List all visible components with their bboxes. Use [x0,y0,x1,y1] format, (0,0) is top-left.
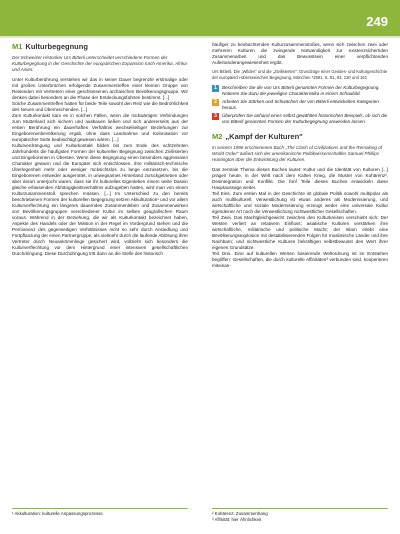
right-column [212,42,388,269]
left-column [12,42,188,257]
task-item [212,99,388,111]
task-text: Arbeiten Sie Stärken und Schwächen der von Bitterli entwickelten Kategorien heraus. [222,99,379,110]
task-item [212,85,388,97]
footnote-left [12,508,188,517]
page-number: 249 [366,14,388,29]
m1-paragraph: Solche Zusammentreffen hatten für beide Teile sowohl den Reiz wie die Bedrohlichkeit des Neuen und Überraschenden. [...] [12,101,188,112]
m2-paragraph: Teil Zwei. Das Machtgleichgewicht zwischen den Kulturkreisen verschiebt sich: Der Westen verliert an relativem Einfluss; asiatische Kulturen verstärken ihre wirtschaftliche, militärische und politische Macht; der Islam erlebt eine Bevölkerungsexplosion mit destabilisierenden Folgen für muslimische Länder und ihre Nachbarn; und nichtwestliche Kulturen bekräftigen selbstbewusst den Wert ihrer eigenen Grundsätze. [212,215,388,250]
task-text: Überprüfen Sie anhand eines selbst gewählten historischen Beispiels, ob sich die von Bitterli genannten Formen der Kulturbegegnung anwenden lassen. [222,113,388,124]
task-text: Beschreiben Sie die von Urs Bitterli genannten Formen der Kulturbegegnung. Notieren Sie dazu die jeweiligen Charakteristika in einem Schaubild. [222,85,380,96]
task-number-badge: 2 [212,99,219,106]
m2-paragraph: Teil Drei. Eine auf kulturellen Werten basierende Weltordnung ist im Entstehen begriffen: Gesellschaften, die durch kulturelle Affinitäten³ verbunden sind, kooperieren miteinan- [212,251,388,268]
task-item [212,113,388,125]
m1-paragraph: Zum Kulturkontakt kam es in solchen Fällen, wenn die rückwärtigen Verbindungen zum Mutterland sich sichern und ausbauen ließen und sich andererseits aus der ersten Berührung ein dauerhaftes Verhältnis wechselseitiger Beziehungen zur Eingeborenenbevölkerung ergab, ohne dass Landnahme und Kolonisation vor europäischer Seite beabsichtigt gewesen wären. [...] [12,113,188,142]
m2-paragraph: Das zentrale Thema dieses Buches lautet: Kultur und die Identität von Kulturen [...] prägen heute, in der Welt nach dem Kalten Krieg, die Muster von Kohärenz², Desintegration und Konflikt. Die fünf Teile dieses Buches entwickeln diese Hauptaussage weiter. [212,167,388,190]
footnote: ³ Affinität: hier Ähnlichkeit [212,517,262,522]
m1-paragraph: Kulturverdrängung und Kulturkontakt bilden bis zum Ende des achtzehnten Jahrhunderts die häufigsten Formen der kulturellen Begegnung zwischen Zivilisierten und Eingeborenen in Übersee. Wenn diese Begegnung einen besonders aggressiven Charakter gewann und die Europäer sich entschlossen, ihre militärisch-technische Überlegenheit mehr oder weniger rücksichtslos zu lange einzusetzen, bis die Eingeborenen entweder ausgerottet, in unwegsames Hinterland zurückgetrieben oder aber derart unterjocht waren, dass sie ihr kulturelles Eigenleben einem weite Dasein gleiche erfassenden Abhängigkeitsverhältnis aufzugeben hatten, wird man von einem Kulturzusammenstoß sprechen müssen. [...] Im Unterschied zu den bereits beschriebenen Formen der kulturellen Begegnung setzen Akkulturation¹ und vor allem Kulturverflechtung ein längeres dauerndes Zusammenleben und Zusammenwirken von Bevölkerungsgruppen verschiedener Kultur im selben geografischen Raum voraus. Während in der Beziehung, die wir als Kulturkontakt bezeichnet haben, Aspekte des Handels oder der Mission in der Regel im Vordergrund stehen und die Permanenz des gegenseitigen Verhältnisses nicht so sehr durch Ansiedlung und Fortpflanzung der einen Partnergruppe, als vielmehr durch die laufende Ablösung ihrer Vertreter durch Neuankömmlinge gesichert wird, vollzieht sich besonders die Kulturverflechtung vor dem Hintergrund einer intensiven gesellschaftlichen Durchdringung. Diese Durchdringung tritt dann an die Stelle des historisch [12,143,188,256]
m2-heading [212,132,388,141]
task-number-badge: 1 [212,85,219,92]
footnote: ² Kohärenz: Zusammenhang [212,511,268,516]
task-number-badge: 3 [212,113,219,120]
m1-title: Kulturbegegnung [25,42,88,51]
header-divider [0,36,400,38]
m1-intro: Der Schweizer Historiker Urs Bitterli unterscheidet verschiedene Formen der Kulturbegegnung in der Geschichte der europäischen Expansion nach Amerika, Afrika und Asien: [12,55,187,72]
footnote: ¹ Akkulturation: kulturelle Anpassungsprozesse [12,511,103,516]
source-citation: Urs Bitterli, Die „Wilden" und die „Zivilisierten": Grundzüge einer Geistes- und Kulturgeschichte der europäisch-überseeischen Begegnung, München ³1991, S. 81, 93, 130 und 161 [212,69,388,80]
page-header-bar [0,0,400,36]
m2-label: M2 [212,132,223,141]
m2-paragraph: Teil Eins. Zum ersten Mal in der Geschichte ist globale Politik sowohl multipolar als auch multikulturell; Verwestlichung ist etwas anderes als Modernisierung, und wirtschaftliche und soziale Modernisierung erzeugt weder eine universale Kultur irgendeiner Art noch die Verwestlichung nichtwestlicher Gesellschaften. [212,191,388,214]
m1-label: M1 [12,42,23,51]
footnote-right [212,508,388,523]
m1-continuation: häufiger zu beobachtenden Kulturzusammenstoßes, wenn sich zwischen zwei oder mehreren Kulturen die zwingende Notwendigkeit zur existenzsichernden Zusammenarbeit und das Bewusstsein einer verpflichtenden Aufeinanderangewiesenheit ergibt. [212,42,388,65]
m1-heading [12,42,188,51]
m2-body [212,167,388,269]
m1-body [12,77,188,257]
m2-intro: In seinem 1996 erschienenen Buch „The Clash of Civilizations and the Remaking of World Order" äußert sich der amerikanische Politikwissenschaftler Samuel Phillips Huntington über die Entwicklung der Kulturen. [212,145,383,162]
m1-paragraph: Unter Kulturberührung verstehen wir das in seiner Dauer begrenzte erstmalige oder mit großen Unterbrüchen erfolgende Zusammentreffen einer kleinen Gruppe von Reisenden mit Vertretern einer geschlossenen archaischen Bevölkerungsgruppe. Wir denken dabei besonders an die Phase der Entdeckungsfahrten bestimmt. [...] [12,77,188,100]
m2-title: „Kampf der Kulturen" [225,132,303,141]
